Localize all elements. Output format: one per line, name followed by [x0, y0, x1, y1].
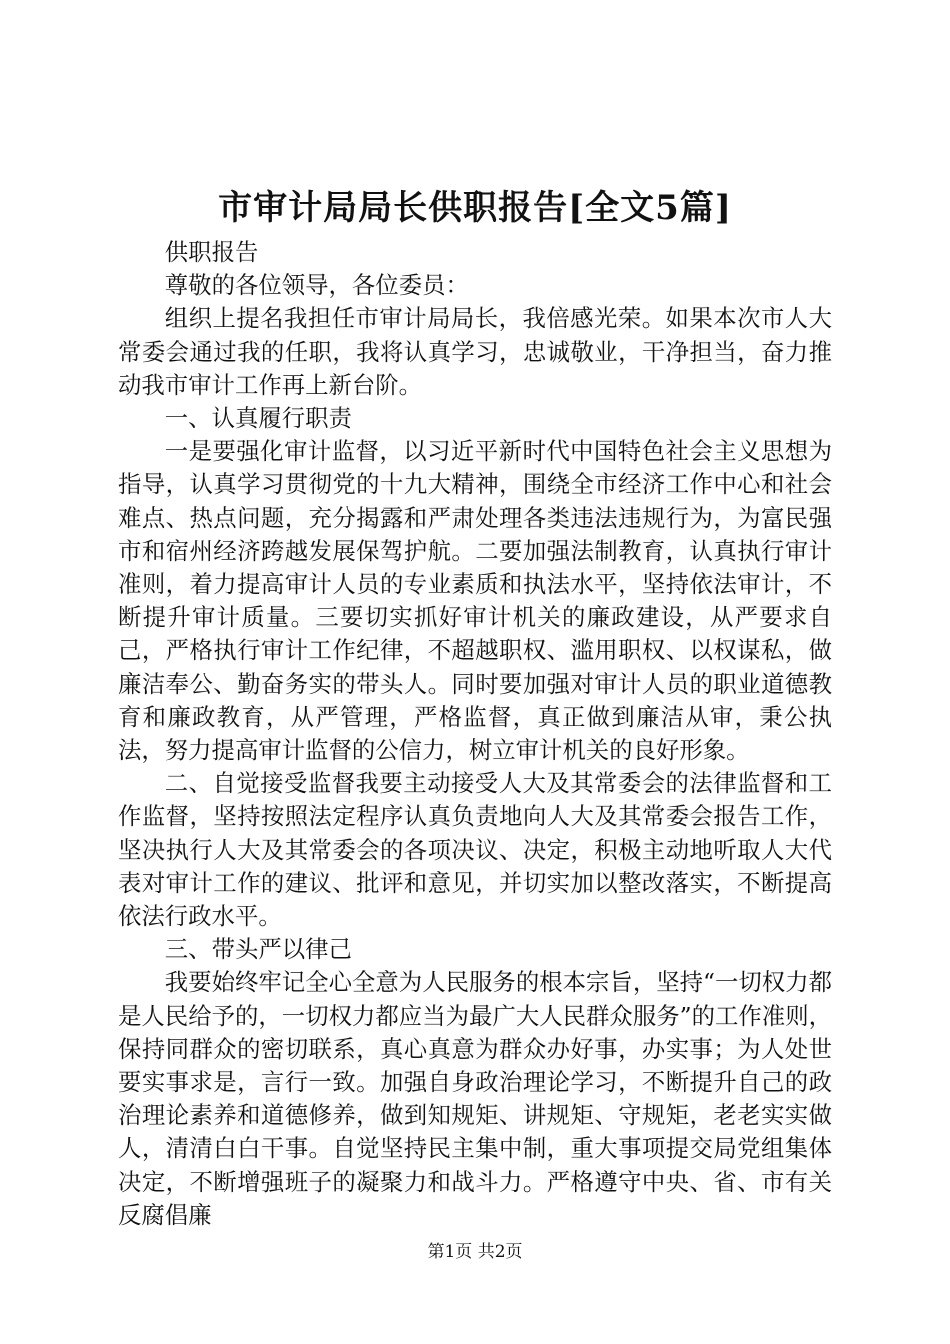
section-heading-1: 一、认真履行职责	[164, 404, 352, 433]
paragraph-intro: 组织上提名我担任市审计局局长，我倍感光荣。如果本次市人大常委会通过我的任职，我将认真学习，忠诚敬业，干净担当，奋力推动我市审计工作再上新台阶。	[118, 304, 832, 399]
document-body	[118, 236, 832, 1232]
paragraph-section-2: 二、自觉接受监督我要主动接受人大及其常委会的法律监督和工作监督，坚持按照法定程序认真负责地向人大及其常委会报告工作，坚决执行人大及其常委会的各项决议、决定，积极主动地听取人大代表对审计工作的建议、批评和意见，并切实加以整改落实，不断提高依法行政水平。	[118, 769, 832, 931]
paragraph-section-3: 我要始终牢记全心全意为人民服务的根本宗旨，坚持“一切权力都是人民给予的，一切权力都应当为最广大人民群众服务”的工作准则，保持同群众的密切联系，真心真意为群众办好事，办实事；为人处世要实事求是，言行一致。加强自身政治理论学习，不断提升自己的政治理论素养和道德修养，做到知规矩、讲规矩、守规矩，老老实实做人，清清白白干事。自觉坚持民主集中制，重大事项提交局党组集体决定，不断增强班子的凝聚力和战斗力。严格遵守中央、省、市有关反腐倡廉	[118, 968, 832, 1229]
paragraph-heading-report: 供职报告	[164, 238, 259, 266]
document-title: 市审计局局长供职报告[全文5篇]	[218, 188, 732, 228]
page-footer: 第1页 共2页	[427, 1242, 523, 1262]
section-heading-3: 三、带头严以律己	[164, 935, 352, 964]
paragraph-salutation: 尊敬的各位领导，各位委员：	[164, 271, 469, 300]
paragraph-section-1: 一是要强化审计监督，以习近平新时代中国特色社会主义思想为指导，认真学习贯彻党的十九大精神，围绕全市经济工作中心和社会难点、热点问题，充分揭露和严肃处理各类违法违规行为，为富民强市和宿州经济跨越发展保驾护航。二要加强法制教育，认真执行审计准则，着力提高审计人员的专业素质和执法水平，坚持依法审计，不断提升审计质量。三要切实抓好审计机关的廉政建设，从严要求自己，严格执行审计工作纪律，不超越职权、滥用职权、以权谋私，做廉洁奉公、勤奋务实的带头人。同时要加强对审计人员的职业道德教育和廉政教育，从严管理，严格监督，真正做到廉洁从审，秉公执法，努力提高审计监督的公信力，树立审计机关的良好形象。	[118, 437, 832, 765]
